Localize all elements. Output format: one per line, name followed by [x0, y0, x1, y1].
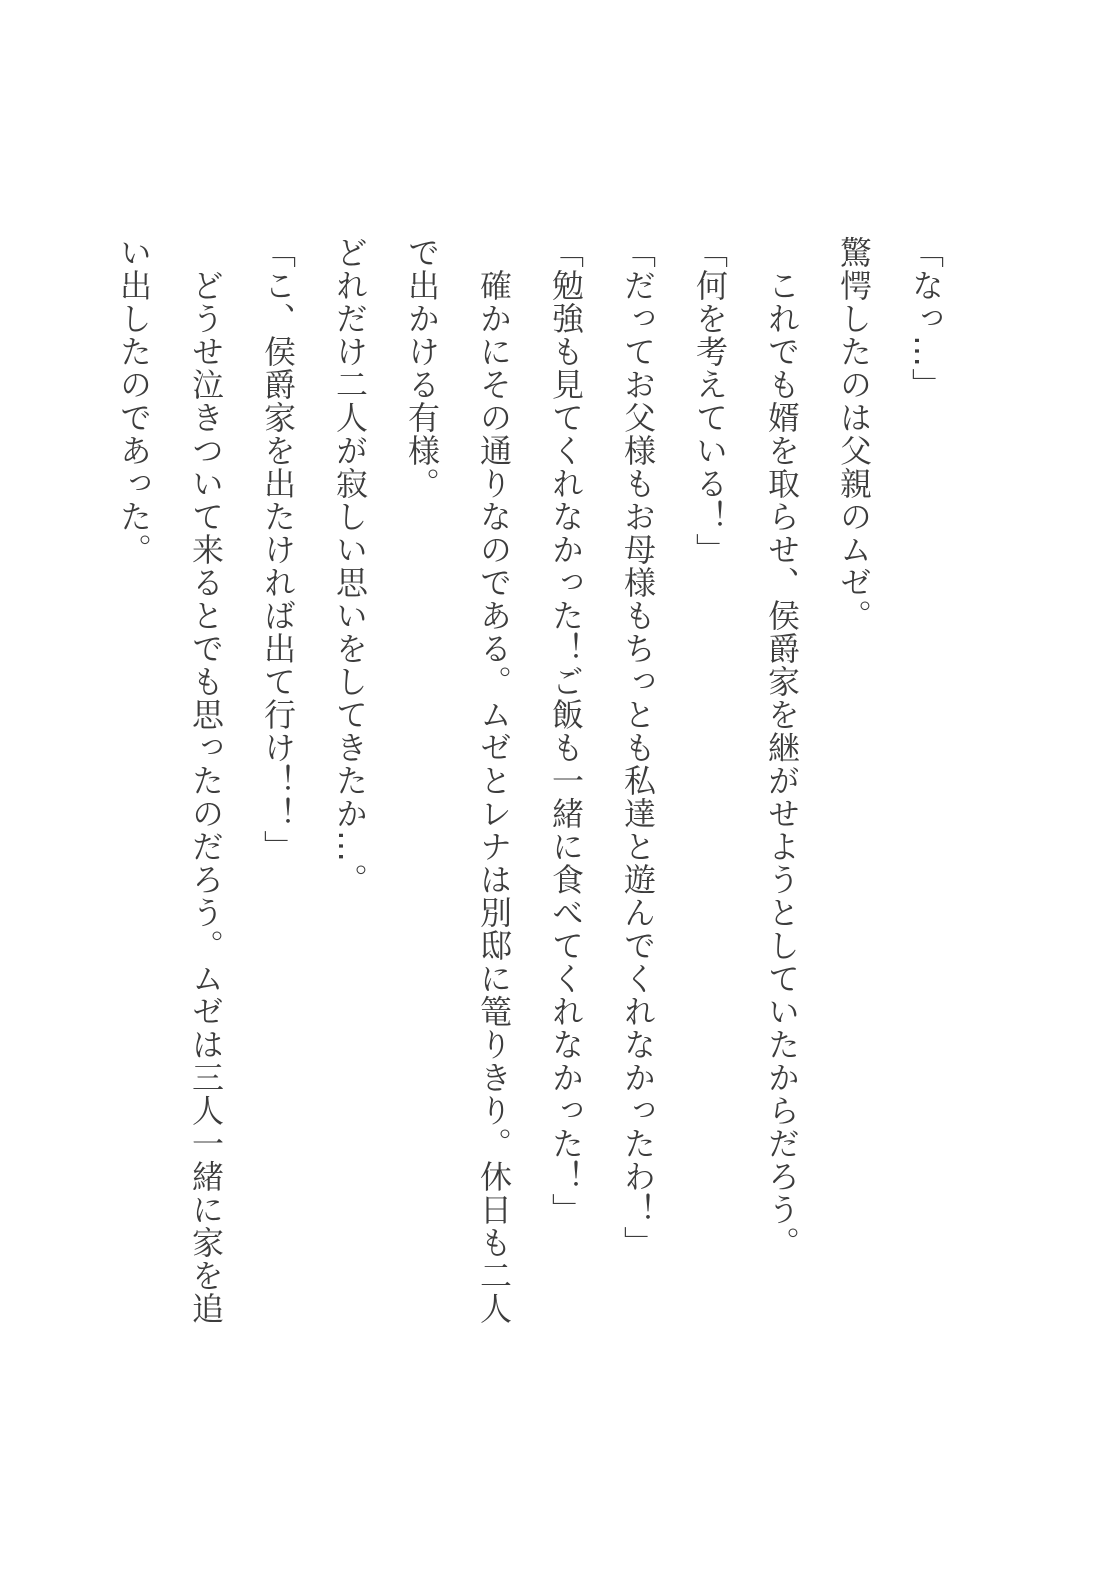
- paragraph-6: 「勉強も見てくれなかった！ご飯も一緒に食べてくれなかった！」: [547, 236, 585, 1226]
- paragraph-5: 「だってお父様もお母様もちっとも私達と遊んでくれなかったわ！」: [619, 236, 657, 1259]
- paragraph-1: 「なっ…」: [907, 236, 945, 401]
- paragraph-10: どうせ泣きついて来るとでも思ったのだろう。ムゼは三人一緒に家を追い出したのであった。: [115, 236, 225, 1325]
- paragraph-8: どれだけ二人が寂しい思いをしてきたか…。: [331, 236, 369, 896]
- paragraph-7: 確かにその通りなのである。ムゼとレナは別邸に篭りきり。休日も二人で出かける有様。: [403, 236, 513, 1325]
- paragraph-9: 「こ、侯爵家を出たければ出て行け！！」: [259, 236, 297, 863]
- paragraph-4: 「何を考えている！」: [691, 236, 729, 566]
- paragraph-2: 驚愕したのは父親のムゼ。: [835, 236, 873, 632]
- paragraph-3: これでも婿を取らせ、侯爵家を継がせようとしていたからだろう。: [763, 236, 801, 1259]
- vertical-text-body: [98, 236, 962, 1356]
